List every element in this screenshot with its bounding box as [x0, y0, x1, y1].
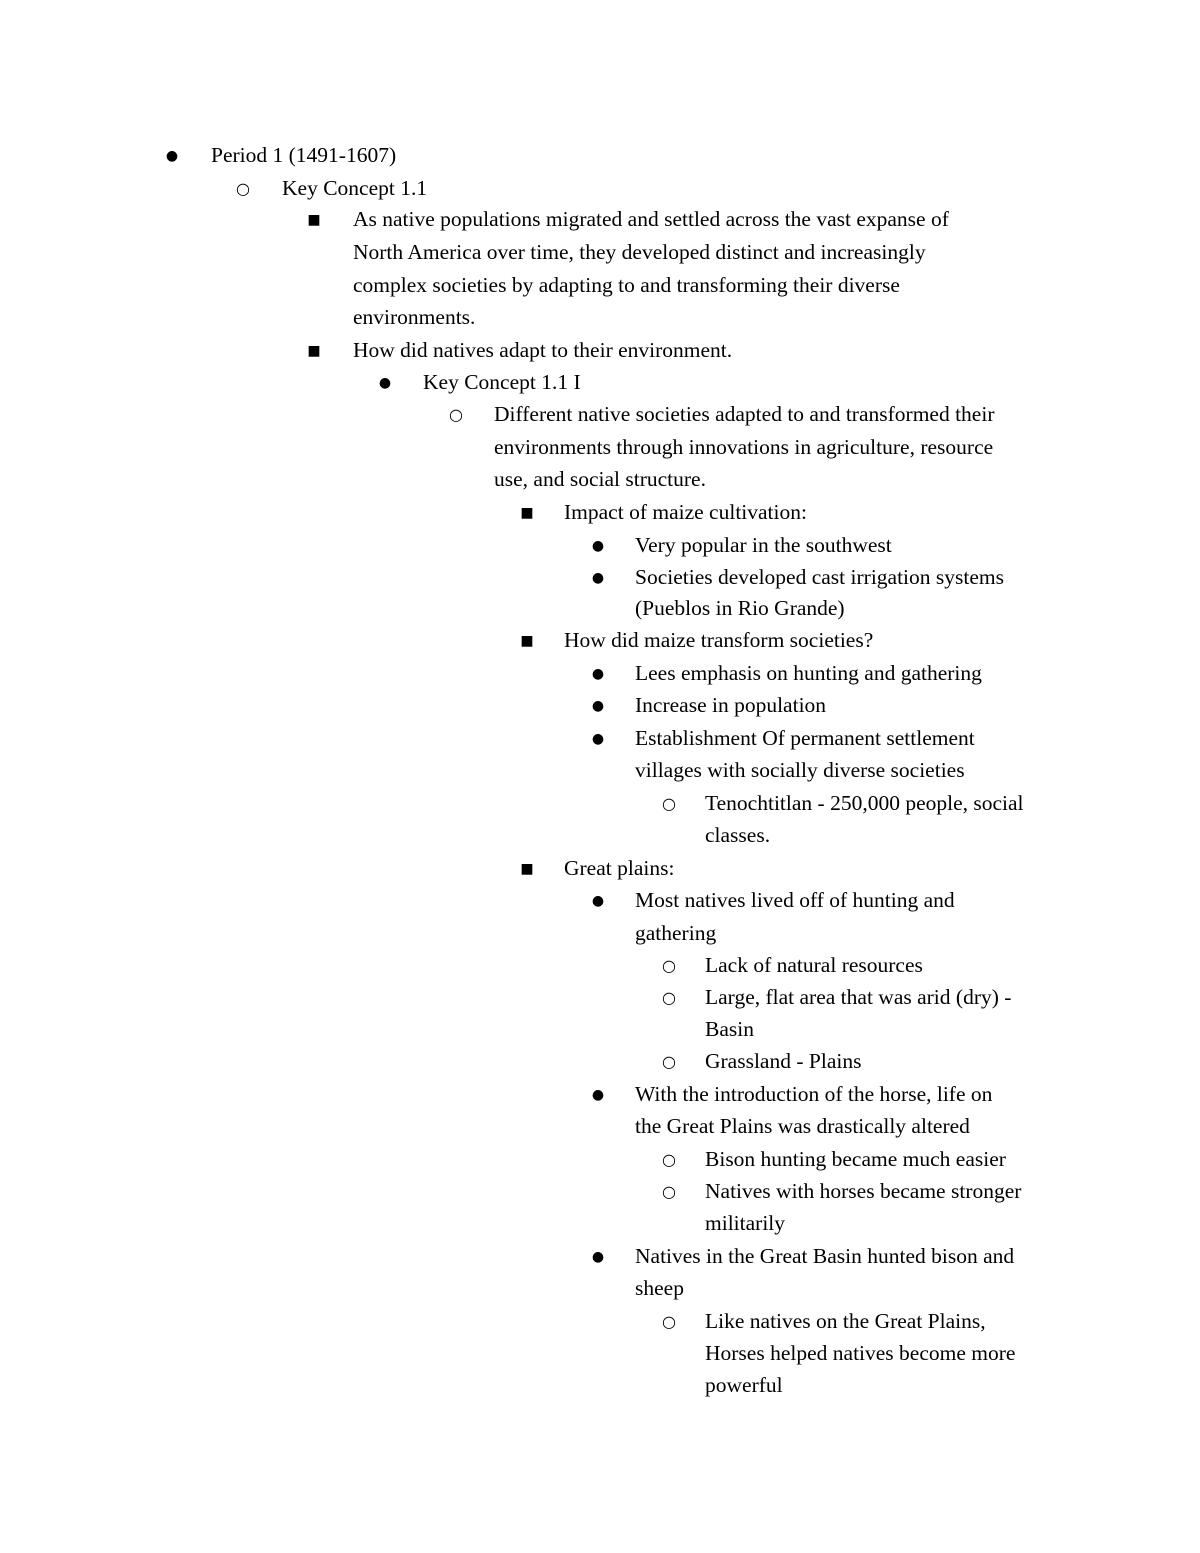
outline-text: Like natives on the Great Plains, — [705, 1309, 986, 1333]
circle-bullet-icon: ○ — [662, 956, 676, 975]
outline-line — [0, 302, 1200, 334]
circle-bullet-icon: ○ — [236, 179, 250, 198]
outline-line — [0, 270, 1200, 302]
outline-text: Bison hunting became much easier — [705, 1147, 1006, 1171]
outline-line — [0, 1079, 1200, 1111]
outline-line — [0, 1014, 1200, 1046]
outline-line — [0, 1370, 1200, 1402]
outline-text: environments. — [353, 305, 476, 329]
circle-bullet-icon: ○ — [662, 1312, 676, 1331]
outline-text: Great plains: — [564, 856, 675, 880]
outline-line — [0, 950, 1200, 982]
outline-line — [0, 237, 1200, 269]
outline-line — [0, 140, 1200, 172]
outline-line — [0, 625, 1200, 657]
outline-text: (Pueblos in Rio Grande) — [635, 596, 845, 620]
outline-line — [0, 1306, 1200, 1338]
outline-line — [0, 690, 1200, 722]
outline-text: Increase in population — [635, 693, 827, 717]
outline-text: environments through innovations in agriculture, resource — [494, 435, 994, 459]
circle-bullet-icon: ○ — [662, 794, 676, 813]
outline-line — [0, 335, 1200, 367]
outline-line — [0, 885, 1200, 917]
outline-line — [0, 820, 1200, 852]
outline-line — [0, 1273, 1200, 1305]
square-bullet-icon: ■ — [520, 861, 534, 877]
outline-text: Most natives lived off of hunting and — [635, 888, 955, 912]
outline-line — [0, 1144, 1200, 1176]
outline-text: Large, flat area that was arid (dry) - — [705, 985, 1012, 1009]
outline-line — [0, 1241, 1200, 1273]
square-bullet-icon: ■ — [307, 212, 321, 228]
outline-text: Very popular in the southwest — [635, 533, 892, 557]
disc-bullet-icon: ● — [591, 1249, 605, 1265]
square-bullet-icon: ■ — [520, 505, 534, 521]
disc-bullet-icon: ● — [591, 698, 605, 714]
outline-line — [0, 530, 1200, 562]
outline-text: Basin — [705, 1017, 754, 1041]
outline-text: How did maize transform societies? — [564, 628, 874, 652]
outline-line — [0, 853, 1200, 885]
outline-line — [0, 1046, 1200, 1078]
disc-bullet-icon: ● — [591, 538, 605, 554]
outline-text: Period 1 (1491-1607) — [211, 143, 397, 167]
outline-line — [0, 173, 1200, 205]
outline-line — [0, 1176, 1200, 1208]
outline-text: Lack of natural resources — [705, 953, 923, 977]
outline-line — [0, 1338, 1200, 1370]
circle-bullet-icon: ○ — [662, 1150, 676, 1169]
disc-bullet-icon: ● — [378, 375, 392, 391]
outline-text: Impact of maize cultivation: — [564, 500, 807, 524]
outline-line — [0, 464, 1200, 496]
disc-bullet-icon: ● — [591, 1087, 605, 1103]
outline-text: As native populations migrated and settled across the vast expanse of — [353, 207, 949, 231]
square-bullet-icon: ■ — [307, 343, 321, 359]
outline-text: classes. — [705, 823, 771, 847]
outline-line — [0, 562, 1200, 594]
outline-line — [0, 432, 1200, 464]
outline-text: the Great Plains was drastically altered — [635, 1114, 970, 1138]
disc-bullet-icon: ● — [591, 893, 605, 909]
outline-text: How did natives adapt to their environment. — [353, 338, 733, 362]
outline-text: Natives with horses became stronger — [705, 1179, 1022, 1203]
circle-bullet-icon: ○ — [662, 1052, 676, 1071]
disc-bullet-icon: ● — [591, 731, 605, 747]
outline-text: powerful — [705, 1373, 783, 1397]
outline-line — [0, 1111, 1200, 1143]
outline-text: sheep — [635, 1276, 684, 1300]
outline-text: use, and social structure. — [494, 467, 706, 491]
outline-line — [0, 755, 1200, 787]
disc-bullet-icon: ● — [591, 570, 605, 586]
outline-text: complex societies by adapting to and transforming their diverse — [353, 273, 900, 297]
outline-text: Lees emphasis on hunting and gathering — [635, 661, 982, 685]
outline-line — [0, 204, 1200, 236]
outline-line — [0, 367, 1200, 399]
outline-text: villages with socially diverse societies — [635, 758, 965, 782]
circle-bullet-icon: ○ — [662, 1182, 676, 1201]
circle-bullet-icon: ○ — [449, 405, 463, 424]
outline-line — [0, 658, 1200, 690]
outline-text: gathering — [635, 921, 717, 945]
outline-text: Grassland - Plains — [705, 1049, 862, 1073]
outline-text: Establishment Of permanent settlement — [635, 726, 975, 750]
outline-line — [0, 497, 1200, 529]
outline-text: militarily — [705, 1211, 786, 1235]
outline-text: Key Concept 1.1 I — [423, 370, 581, 394]
outline-line — [0, 918, 1200, 950]
outline-line — [0, 788, 1200, 820]
square-bullet-icon: ■ — [520, 633, 534, 649]
outline-text: Different native societies adapted to and transformed their — [494, 402, 995, 426]
outline-text: Societies developed cast irrigation systems — [635, 565, 1004, 589]
circle-bullet-icon: ○ — [662, 988, 676, 1007]
outline-text: Key Concept 1.1 — [282, 176, 428, 200]
outline-text: North America over time, they developed distinct and increasingly — [353, 240, 926, 264]
disc-bullet-icon: ● — [165, 148, 179, 164]
outline-text: Tenochtitlan - 250,000 people, social — [705, 791, 1024, 815]
disc-bullet-icon: ● — [591, 666, 605, 682]
outline-line — [0, 723, 1200, 755]
outline-line — [0, 399, 1200, 431]
outline-line — [0, 593, 1200, 625]
outline-line — [0, 982, 1200, 1014]
outline-line — [0, 1208, 1200, 1240]
outline-text: Horses helped natives become more — [705, 1341, 1016, 1365]
outline-text: Natives in the Great Basin hunted bison and — [635, 1244, 1015, 1268]
outline-text: With the introduction of the horse, life on — [635, 1082, 993, 1106]
